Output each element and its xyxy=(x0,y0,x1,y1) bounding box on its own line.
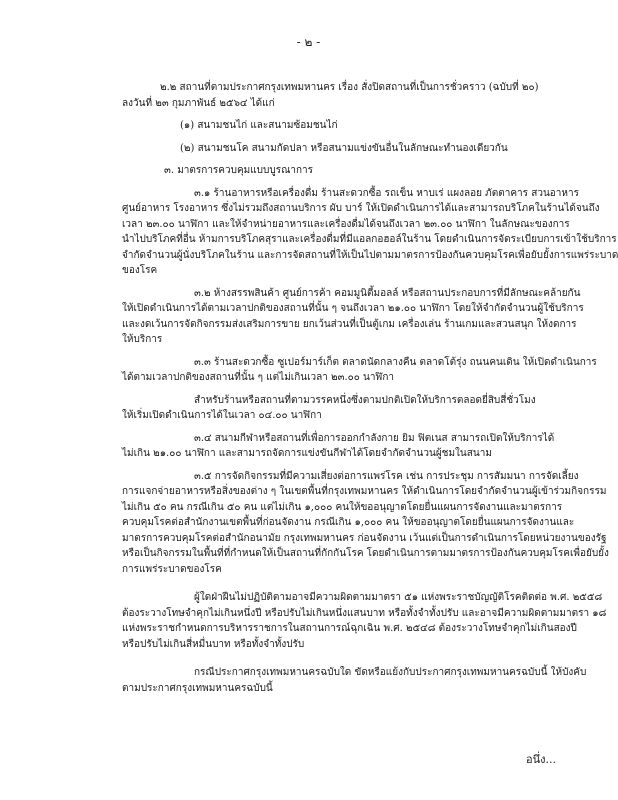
paragraph xyxy=(122,186,618,279)
paragraph-gap xyxy=(122,424,510,431)
continuation-text: อนึ่ง... xyxy=(526,753,556,766)
paragraph-gap xyxy=(122,577,510,590)
text-line: ให้บริการ xyxy=(122,334,163,345)
paragraph-gap xyxy=(122,279,510,286)
text-line: ๒.๒ สถานที่ตามประกาศกรุงเทพมหานคร เรื่อง สั่งปิดสถานที่เป็นการชั่วคราว (ฉบับที่ ๒๐) xyxy=(160,82,539,93)
paragraph xyxy=(122,665,587,696)
page-number: - ๒ - xyxy=(296,35,321,49)
paragraph-gap xyxy=(122,134,510,141)
paragraph-gap xyxy=(122,386,510,393)
text-line: ควบคุมโรคต่อสำนักงานเขตพื้นที่ก่อนจัดงาน กรณีเกิน ๑,๐๐๐ คน ให้ขออนุญาตโดยยื่นแผนการจัดงานและ xyxy=(122,517,575,528)
text-line: ไม่เกิน ๕๐ คน กรณีเกิน ๕๐ คน แต่ไม่เกิน ๑,๐๐๐ คนให้ขออนุญาตโดยยื่นแผนการจัดงานและมาตรการ xyxy=(122,501,563,513)
text-line: ตามประกาศกรุงเทพมหานครฉบับนี้ xyxy=(122,682,273,694)
paragraph xyxy=(122,431,555,462)
text-line: ให้เริ่มเปิดดำเนินการได้ในเวลา ๐๔.๐๐ นาฬิกา xyxy=(122,410,322,421)
paragraph xyxy=(122,163,510,179)
text-line: และงดเว้นการจัดกิจกรรมส่งเสริมการขาย ยกเว้นส่วนที่เป็นตู้เกม เครื่องเล่น ร้านเกมและสวนสนุก ให้งดการ xyxy=(122,318,577,330)
text-line: สำหรับร้านหรือสถานที่ตามวรรคหนึ่งซึ่งตามปกติเปิดให้บริการตลอดยี่สิบสี่ชั่วโมง xyxy=(194,394,536,406)
text-line: ลงวันที่ ๒๓ กุมภาพันธ์ ๒๕๖๔ ได้แก่ xyxy=(122,97,275,109)
paragraph-gap xyxy=(122,179,510,186)
text-line: การแพร่ระบาดของโรค xyxy=(122,563,222,575)
text-line: ศูนย์อาหาร โรงอาหาร ซึ่งไม่รวมถึงสถานบริการ ผับ บาร์ ให้เปิดดำเนินการได้และสามารถบริโภคในร้านได้จนถึง xyxy=(122,203,600,214)
text-line: (๑) สนามชนไก่ และสนามซ้อมชนไก่ xyxy=(180,120,338,131)
text-line: ได้ตามเวลาปกติของสถานที่นั้น ๆ แต่ไม่เกินเวลา ๒๓.๐๐ นาฬิกา xyxy=(122,372,394,383)
paragraph xyxy=(122,141,510,157)
text-line: ๓.๕ การจัดกิจกรรมที่มีความเสี่ยงต่อการแพร่โรค เช่น การประชุม การสัมมนา การจัดเลี้ยง xyxy=(194,470,579,482)
paragraph xyxy=(122,393,536,424)
text-line: นำไปบริโภคที่อื่น ห้ามการบริโภคสุราและเครื่องดื่มที่มีแอลกอฮอล์ในร้าน โดยดำเนินการจัดระเบียบการเข้าใช้บริการ xyxy=(122,234,617,245)
text-line: จำกัดจำนวนผู้นั่งบริโภคในร้าน และการจัดสถานที่ให้เป็นไปตามมาตรการป้องกันควบคุมโรคเพื่อยับยั้งการแพร่ระบาด xyxy=(122,249,618,261)
paragraph-gap xyxy=(122,462,510,469)
text-line: มาตรการควบคุมโรคต่อสำนักอนามัย กรุงเทพมหานคร ก่อนจัดงาน เว้นแต่เป็นการดำเนินการโดยหน่วยงานของรัฐ xyxy=(122,532,607,544)
paragraph xyxy=(122,286,584,348)
text-line: หรือเป็นกิจกรรมในพื้นที่ที่กำหนดให้เป็นสถานที่กักกันโรค โดยดำเนินการตามมาตรการป้องกันควบคุมโรคเพื่อยับยั้ง xyxy=(122,548,609,559)
text-line: การแจกจ่ายอาหารหรือสิ่งของต่าง ๆ ในเขตพื้นที่กรุงเทพมหานคร ให้ดำเนินการโดยจำกัดจำนวนผู้เข้าร่วมกิจกรรม xyxy=(122,486,607,497)
text-line: ๓.๓ ร้านสะดวกซื้อ ซูเปอร์มาร์เก็ต ตลาดนัดกลางคืน ตลาดโต้รุ่ง ถนนคนเดิน ให้เปิดดำเนินการ xyxy=(194,356,597,368)
text-line: ไม่เกิน ๒๑.๐๐ นาฬิกา และสามารถจัดการแข่งขันกีฬาได้โดยจำกัดจำนวนผู้ชมในสนาม xyxy=(122,448,492,459)
paragraph-gap xyxy=(122,111,510,118)
text-line: แห่งพระราชกำหนดการบริหารราชการในสถานการณ์ฉุกเฉิน พ.ศ. ๒๕๔๘ ต้องระวางโทษจำคุกไม่เกินสองปี xyxy=(122,623,577,634)
document-body xyxy=(122,80,618,696)
paragraph-gap xyxy=(122,652,510,665)
text-line: (๒) สนามชนโค สนามกัดปลา หรือสนามแข่งขันอื่นในลักษณะทำนองเดียวกัน xyxy=(180,142,508,154)
text-line: ๓. มาตรการควบคุมแบบบูรณาการ xyxy=(164,165,314,176)
paragraph-gap xyxy=(122,348,510,355)
paragraph xyxy=(122,469,609,578)
text-line: ให้เปิดดำเนินการได้ตามเวลาปกติของสถานที่นั้น ๆ จนถึงเวลา ๒๑.๐๐ นาฬิกา โดยให้จำกัดจำนวนผู้ใช้บริการ xyxy=(122,303,584,314)
paragraph xyxy=(122,590,607,652)
text-line: ๓.๑ ร้านอาหารหรือเครื่องดื่ม ร้านสะดวกซื้อ รถเข็น หาบเร่ แผงลอย ภัตตาคาร สวนอาหาร xyxy=(194,187,579,199)
text-line: ต้องระวางโทษจำคุกไม่เกินหนึ่งปี หรือปรับไม่เกินหนึ่งแสนบาท หรือทั้งจำทั้งปรับ และอาจมีความผิดตามมาตรา ๑๘ xyxy=(122,607,607,619)
text-line: กรณีประกาศกรุงเทพมหานครฉบับใด ขัดหรือแย้งกับประกาศกรุงเทพมหานครฉบับนี้ ให้บังคับ xyxy=(194,667,587,678)
text-line: ผู้ใดฝ่าฝืนไม่ปฏิบัติตามอาจมีความผิดตามมาตรา ๕๑ แห่งพระราชบัญญัติโรคติดต่อ พ.ศ. ๒๕๕๘ xyxy=(194,592,603,603)
paragraph-gap xyxy=(122,156,510,163)
text-line: ๓.๔ สนามกีฬาหรือสถานที่เพื่อการออกกำลังกาย ยิม ฟิตเนส สามารถเปิดให้บริการได้ xyxy=(194,432,555,444)
paragraph xyxy=(122,80,539,111)
text-line: เวลา ๒๓.๐๐ นาฬิกา และให้จำหน่ายอาหารและเครื่องดื่มได้จนถึงเวลา ๒๓.๐๐ นาฬิกา ในลักษณะของการ xyxy=(122,218,570,230)
paragraph xyxy=(122,118,510,134)
text-line: ของโรค xyxy=(122,265,158,276)
paragraph xyxy=(122,355,597,386)
text-line: ๓.๒ ห้างสรรพสินค้า ศูนย์การค้า คอมมูนิตี้มอลล์ หรือสถานประกอบการที่มีลักษณะคล้ายกัน xyxy=(194,287,581,299)
text-line: หรือปรับไม่เกินสี่หมื่นบาท หรือทั้งจำทั้งปรับ xyxy=(122,638,305,650)
